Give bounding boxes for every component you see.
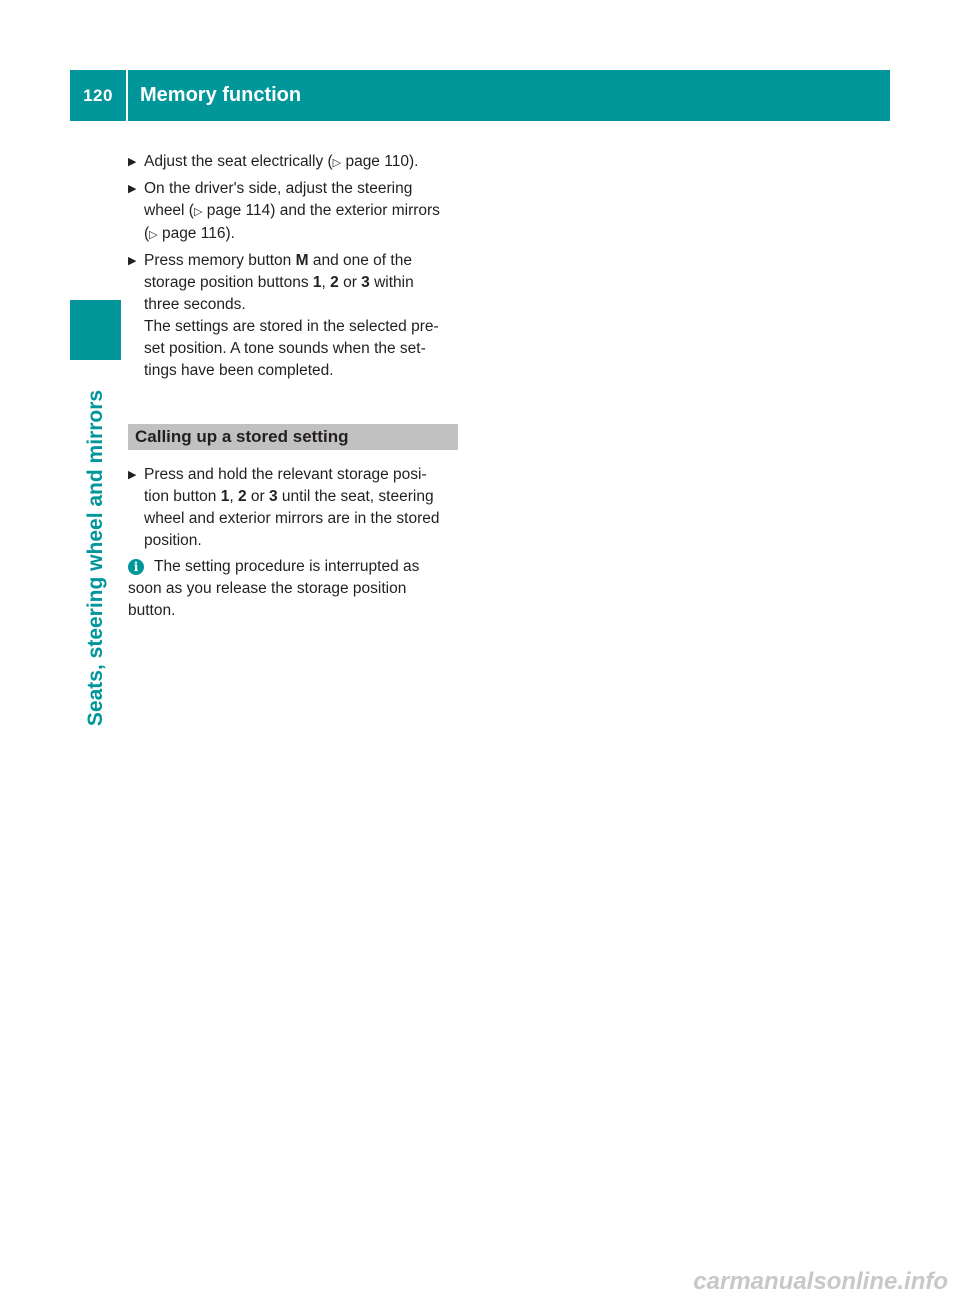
step-text-line: three seconds. [144, 296, 246, 313]
step-text-part: storage position buttons [144, 274, 313, 291]
step-text-part: wheel ( [144, 202, 194, 219]
watermark: carmanualsonline.info [693, 1268, 948, 1295]
section-heading: Calling up a stored setting [128, 424, 458, 450]
memory-button-label: M [295, 252, 309, 269]
note-text-line: soon as you release the storage position [128, 580, 407, 597]
chapter-title: Seats, steering wheel and mirrors [83, 389, 107, 726]
step-text [144, 178, 462, 246]
step-text-part: ( [144, 225, 150, 242]
step-text [144, 151, 462, 174]
position-button-label: 3 [361, 274, 370, 291]
arrow-right-icon: ▶ [128, 156, 137, 168]
header-divider [126, 70, 128, 121]
page-header [70, 70, 890, 121]
page-reference-link[interactable]: page 114) and the exterior mirrors [202, 202, 440, 219]
page-reference-link[interactable]: page 110). [341, 153, 419, 170]
result-text-line: set position. A tone sounds when the set- [144, 340, 426, 357]
page-ref-arrow-icon: ▷ [193, 206, 203, 218]
note-text-line: The setting procedure is interrupted as [154, 558, 420, 575]
step-text-line: On the driver's side, adjust the steering [144, 180, 413, 197]
step-text-part: , [229, 488, 238, 505]
step-text-part: until the seat, steering [277, 488, 434, 505]
side-color-block [70, 300, 121, 360]
info-note [128, 556, 462, 622]
result-text-line: The settings are stored in the selected pre- [144, 318, 439, 335]
step-text [144, 464, 462, 552]
page-ref-arrow-icon: ▷ [149, 229, 158, 241]
result-text-line: tings have been completed. [144, 362, 334, 379]
page-ref-arrow-icon: ▷ [332, 157, 342, 169]
note-text [128, 556, 420, 622]
step-text-part: Press memory button [144, 252, 296, 269]
step-text-line: Press and hold the relevant storage posi- [144, 466, 427, 483]
instruction-step [128, 464, 462, 552]
chapter-side-tab [70, 366, 121, 749]
page-number: 120 [83, 85, 113, 105]
position-button-label: 2 [330, 274, 339, 291]
step-text-part: , [321, 274, 331, 291]
instruction-step [128, 250, 462, 382]
instruction-step [128, 151, 462, 174]
info-icon: i [128, 559, 144, 575]
main-content [128, 151, 462, 622]
arrow-right-icon: ▶ [128, 183, 137, 195]
position-button-label: 1 [312, 274, 322, 291]
step-text-line: wheel and exterior mirrors are in the stored [144, 510, 440, 527]
page-title: Memory function [140, 84, 302, 106]
position-button-label: 3 [268, 488, 278, 505]
step-text-part: within [369, 274, 414, 291]
step-text [144, 250, 462, 382]
step-text-part: or [338, 274, 362, 291]
page-reference-link[interactable]: page 116). [157, 225, 235, 242]
position-button-label: 2 [237, 488, 247, 505]
arrow-right-icon: ▶ [128, 469, 137, 481]
instruction-step [128, 178, 462, 246]
note-text-line: button. [128, 602, 176, 619]
step-text-part: tion button [144, 488, 221, 505]
step-text-line: position. [144, 532, 202, 549]
arrow-right-icon: ▶ [128, 255, 137, 267]
position-button-label: 1 [220, 488, 230, 505]
step-text-part: and one of the [308, 252, 412, 269]
step-text-part: Adjust the seat electrically ( [144, 153, 333, 170]
step-text-part: or [246, 488, 269, 505]
